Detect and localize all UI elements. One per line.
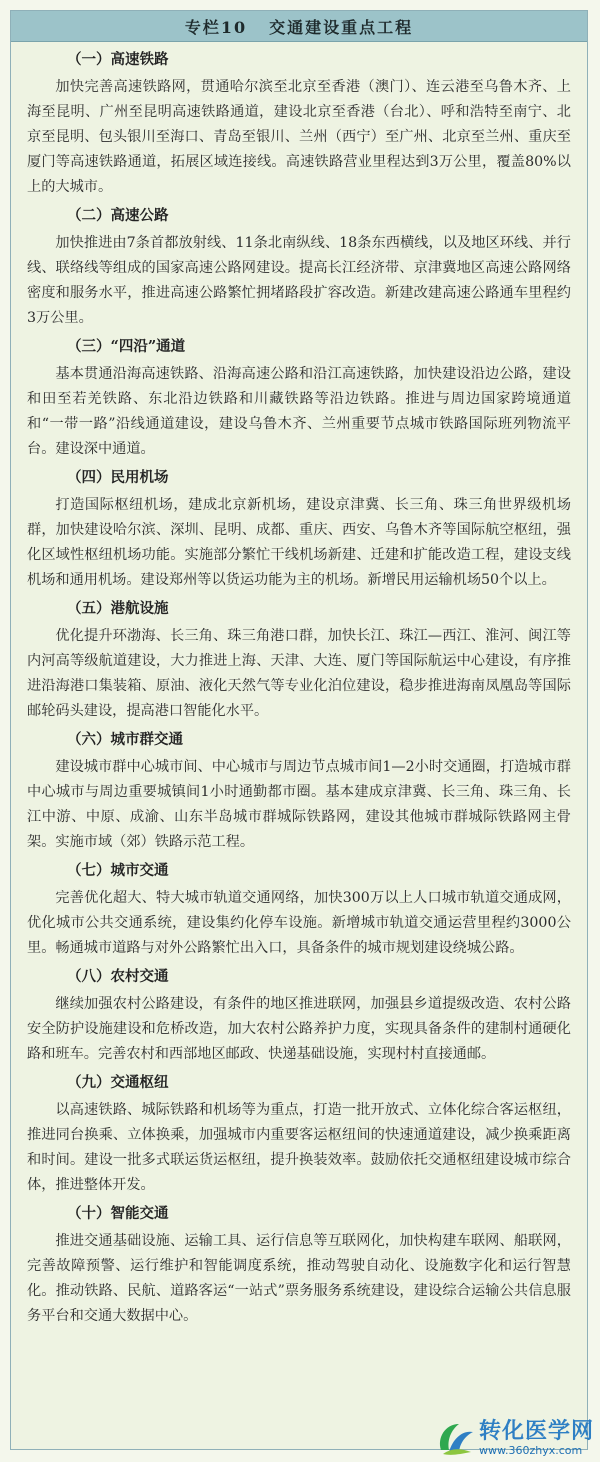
watermark-name: 转化医学网 [478, 1418, 594, 1444]
box-label: 专栏10 [184, 17, 248, 37]
section-body: 加快推进由7条首都放射线、11条北南纵线、18条东西横线，以及地区环线、并行线、联络线等组成的国家高速公路网建设。提高长江经济带、京津冀地区高速公路网络密度和服务水平，推进高速公路繁忙拥堵路段扩容改造。新建改建高速公路通车里程约3万公里。 [27, 235, 571, 326]
section-title: （四）民用机场 [67, 469, 169, 486]
section-title: （九）交通枢纽 [67, 1074, 169, 1091]
box-content [11, 42, 587, 1329]
section-title: （一）高速铁路 [67, 51, 169, 68]
section-title: （十）智能交通 [67, 1205, 169, 1222]
section-body: 建设城市群中心城市间、中心城市与周边节点城市间1—2小时交通圈，打造城市群中心城市与周边重要城镇间1小时通勤都市圈。基本建成京津冀、长三角、珠三角、长江中游、中原、成渝、山东半岛城市群城际铁路网，建设其他城市群城际铁路网主骨架。实施市域（郊）铁路示范工程。 [27, 759, 571, 850]
section-four-corridors [27, 336, 571, 462]
watermark-url: www.360zhyx.com [478, 1443, 583, 1457]
watermark [433, 1418, 594, 1458]
section-airports [27, 467, 571, 593]
section-city-cluster [27, 729, 571, 855]
section-body: 继续加强农村公路建设，有条件的地区推进联网，加强县乡道提级改造、农村公路安全防护设施建设和危桥改造，加大农村公路养护力度，实现具备条件的建制村通硬化路和班车。完善农村和西部地区邮政、快递基础设施，实现村村直接通邮。 [27, 996, 571, 1062]
section-expressway [27, 205, 571, 331]
section-title: （二）高速公路 [67, 207, 169, 224]
box-title [11, 11, 587, 42]
section-ports [27, 598, 571, 724]
section-rural [27, 966, 571, 1067]
section-body: 完善优化超大、特大城市轨道交通网络，加快300万以上人口城市轨道交通成网，优化城市公共交通系统，建设集约化停车设施。新增城市轨道交通运营里程约3000公里。畅通城市道路与对外公路繁忙出入口，具备条件的城市规划建设绕城公路。 [27, 890, 571, 956]
section-title: （七）城市交通 [67, 862, 169, 879]
watermark-logo-icon [433, 1418, 477, 1458]
section-body: 以高速铁路、城际铁路和机场等为重点，打造一批开放式、立体化综合客运枢纽，推进同台换乘、立体换乘，加强城市内重要客运枢纽间的快速通道建设，减少换乘距离和时间。建设一批多式联运货运枢纽，提升换装效率。鼓励依托交通枢纽建设城市综合体，推进整体开发。 [27, 1102, 571, 1193]
section-body: 优化提升环渤海、长三角、珠三角港口群，加快长江、珠江—西江、淮河、闽江等内河高等级航道建设，大力推进上海、天津、大连、厦门等国际航运中心建设，有序推进沿海港口集装箱、原油、液化天然气等专业化泊位建设，稳步推进海南凤凰岛等国际邮轮码头建设，提高港口智能化水平。 [27, 628, 571, 719]
section-smart [27, 1203, 571, 1329]
section-title: （五）港航设施 [67, 600, 169, 617]
section-title: （八）农村交通 [67, 968, 169, 985]
section-body: 推进交通基础设施、运输工具、运行信息等互联网化，加快构建车联网、船联网，完善故障预警、运行维护和智能调度系统，推动驾驶自动化、设施数字化和运行智慧化。推动铁路、民航、道路客运“一站式”票务服务系统建设，建设综合运输公共信息服务平台和交通大数据中心。 [27, 1233, 571, 1324]
section-title: （三）“四沿”通道 [67, 338, 186, 355]
section-title: （六）城市群交通 [67, 731, 183, 748]
section-body: 基本贯通沿海高速铁路、沿海高速公路和沿江高速铁路，加快建设沿边公路，建设和田至若羌铁路、东北沿边铁路和川藏铁路等沿边铁路。推进与周边国家跨境通道和“一带一路”沿线通道建设，建设乌鲁木齐、兰州重要节点城市铁路国际班列物流平台。建设深中通道。 [27, 366, 571, 457]
section-body: 打造国际枢纽机场，建成北京新机场，建设京津冀、长三角、珠三角世界级机场群，加快建设哈尔滨、深圳、昆明、成都、重庆、西安、乌鲁木齐等国际航空枢纽，强化区域性枢纽机场功能。实施部分繁忙干线机场新建、迁建和扩能改造工程，建设支线机场和通用机场。建设郑州等以货运功能为主的机场。新增民用运输机场50个以上。 [27, 497, 571, 588]
box-heading: 交通建设重点工程 [269, 17, 414, 37]
section-highspeed-rail [27, 49, 571, 200]
section-urban-transit [27, 860, 571, 961]
section-hubs [27, 1072, 571, 1198]
feature-box [10, 10, 588, 1450]
section-body: 加快完善高速铁路网，贯通哈尔滨至北京至香港（澳门）、连云港至乌鲁木齐、上海至昆明、广州至昆明高速铁路通道，建设北京至香港（台北）、呼和浩特至南宁、北京至昆明、包头银川至海口、青岛至银川、兰州（西宁）至广州、北京至兰州、重庆至厦门等高速铁路通道，拓展区域连接线。高速铁路营业里程达到3万公里，覆盖80%以上的大城市。 [27, 79, 571, 195]
